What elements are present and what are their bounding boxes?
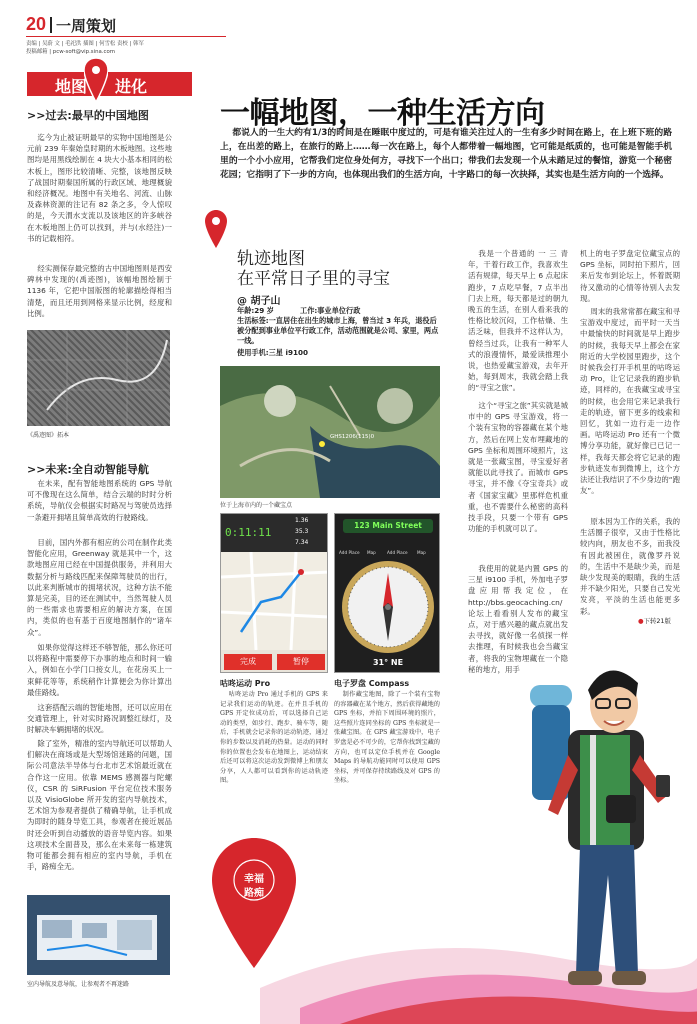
author-name: @ 胡子山 xyxy=(237,296,281,307)
story-col1-paragraph-1: 我是一个普通的 一 三 青年，干着行政工作，我喜欢生活有规律，每天早上 6 点起床跑步，7 点吃早餐，7 点半出门去上班，每天都是过的朝九晚五的生活，在别人看来我的性格比较沉闷，工作枯燥、生活乏味，但我并不这样认为，曾经当过兵，让我有一种军人式的浪漫情怀，最爱读推理小说，也热爱藏宝游戏，去年开始，每到周末，我就会踏上我的“寻宝之旅”。 xyxy=(468,249,568,393)
story-col2-paragraph-1: 机上的电子罗盘定位藏宝点的 GPS 坐标，同时拍下照片，回来后发布到论坛上，怀着既期待又激动的心情等待别人去发现。 xyxy=(580,249,680,303)
header-contact: 投稿邮箱 | pcw-soft@vip.sina.com xyxy=(26,49,116,55)
header-rule xyxy=(26,36,226,37)
story-col2-paragraph-2: 周末的我常常都在藏宝和寻宝游戏中度过，而平时一天当中最愉快的时间就是早上跑步的时候，我每天早上都会在家附近的大学校园里跑步，这个时候我会打开手机里的咕咚运动 Pro，让它记录我的跑步轨迹，同样的，在我藏宝或寻宝的时候，也会用它来记录我行走的轨迹，留下更多的线索和回忆，犹如一边行走一边作画。咕咚运动 Pro 还有一个微博分享功能，就好像已已记一样，我每天都会将它记录的跑步轨迹发布到微博上，这个方法还让我结识了不少身边的“跑友”。 xyxy=(580,307,680,496)
continue-arrow-icon: ● xyxy=(638,617,644,625)
compass-tab-1[interactable]: Add Place xyxy=(339,550,360,555)
map-caption: 位于上海市内的一个藏宝点 xyxy=(220,502,293,509)
future-paragraph-2: 目前，国内外都有相应的公司在制作此类智能化应用，Greenway 就是其中一个，这款地图应用已经在中国提供服务，并利用大数据分析与路线匹配来保障驾驶员的出行，以此来判断城市的拥堵状况，这种方法不能算是完美，目的还在测试中，当然驾驶人员的一些需求也需要相应的解决方案，在国内，类似的也有基于百度地图制作的“诸车众”。 xyxy=(27,538,172,637)
yuji-map-caption: 《禹迹图》拓本 xyxy=(27,432,70,439)
future-heading-text: 全自动智能导航 xyxy=(71,463,149,476)
page-number: 20 xyxy=(26,14,47,34)
codoon-stat-2: 35.3 xyxy=(295,528,309,535)
story-col2-paragraph-3: 原本因为工作的关系，我的生活圈子很窄，又由于性格比较内向，朋友也不多，而我没有因此被困住，就像罗丹说的，生活中不是缺少美，而是缺少发现美的眼睛，我的生活并不缺少阳光，只要自己发光发亮，平淡的生活也能更多彩。 xyxy=(580,517,680,616)
future-paragraph-5: 除了室外，精准的室内导航还可以帮助人们解决在商场或是大型场馆迷路的问题，国际公司意法半导体与台北市艺术馆最近就在合作这一应用。依靠 MEMS 感测器与陀螺仪，CSR 的 SiRFusion 平台定位技术服务以及 VisioGlobe 所开发的室内导航技术，艺术馆为参观者提供了精确导航，让手机成为即时的随身导览工具，参观者在接近展品时还会听到自动播放的语音导览内容。如果这项技术全面普及，那么在未来每一栋建筑物可能都会拥有相应的室内导航，手机在手，路痴全无。 xyxy=(27,739,172,872)
track-title-1: 轨迹地图 xyxy=(237,249,305,269)
header-credits: 责编 | 吴蔚 文 | 毛祀洪 插图 | 何雪松 责校 | 韩军 xyxy=(26,41,144,47)
codoon-app-screenshot xyxy=(220,513,328,673)
traveller-illustration xyxy=(528,635,688,1020)
satellite-map xyxy=(220,366,440,498)
badge-text-2: 路痴 xyxy=(244,888,264,899)
banner-text-1: 地图 xyxy=(55,77,88,96)
future-paragraph-4: 这套搭配云端的智能地图，还可以应用在交通管理上，针对实时路况调整红绿灯，及时解决车辆拥堵的状况。 xyxy=(27,703,172,735)
past-paragraph-2: 经实测保存最完整的古中国地图则是西安碑林中发现的(禹迹图)，该幅地图绘制于 1136 年，它把中国版图的轮廓描绘得相当清楚，而且还用到网格来显示比例，经度和比例。 xyxy=(27,264,172,318)
page-header xyxy=(26,14,226,58)
future-paragraph-1: 在未来，配有智能地图系统的 GPS 导航可不像现在这么简单，结合云端的时时分析系统，导航仪会根据实时路况与驾驶员选择一条避开拥堵且简单高效的行驶路线。 xyxy=(27,479,172,522)
app2-title: 电子罗盘 Compass xyxy=(334,679,410,688)
codoon-time: 0:11:11 xyxy=(225,526,272,539)
map-evolution-banner xyxy=(27,72,192,96)
feature-intro: 都说人的一生大约有1/3的时间是在睡眠中度过的，可是有谁关注过人的一生有多少时间在路上，在上班下班的路上，在出差的路上，在旅行的路上……每一次在路上，每个人都带着一幅地图，它可能是纸质的，也可能是智能手机里的一个小小应用，它帮我们定位身处何方，寻找下一个出口；带我们去发现一个从未踏足过的餐馆，游览一个秘密花园；它指明了下一步的方向，也体现出我们的生活方向，十字路口的每一次抉择，其实也是生活方向的一个选择。 xyxy=(220,128,672,180)
future-heading xyxy=(27,461,195,477)
past-heading-text: 最早的中国地图 xyxy=(71,109,149,122)
future-paragraph-3: 如果你觉得这样还不够智能，那么你还可以将路程中需要停下办事的地点和时间一输入，例如在小学门口接女儿，在花房买上一束鲜花等等，系统稍作计算便会为你计算出最佳路线。 xyxy=(27,643,172,697)
story-col1-paragraph-3: 我使用的就是内置 GPS 的三星 i9100 手机，外加电子罗盘应用帮我定位，在 http://bbs.geocaching.cn/ 论坛上看看别人发布的藏宝点，对于感兴趣的藏点就出发去寻找，就好像一名侦探一样去推理，有时候我也会当藏宝者，将我的宝物埋藏在一个隐秘的地方，用手 xyxy=(468,564,568,674)
compass-bearing: 31° NE xyxy=(372,658,404,667)
compass-dial-icon xyxy=(340,559,436,655)
past-paragraph-1: 迄今为止被证明最早的实物中国地图是公元前 239 年秦始皇时期的木板地图。这些地图均是用黑线绘制在 4 块大小基本相同的松木板上，图形比较清晰、完整，该地图反映了战国时期秦国所属的行政区域、地理概貌和经济概况。地图中有关地名、河流、山脉及森林资源的注记有 82 条之多，令人惊叹的是，今天渭水支流以及该地区的许多峡谷在木板地图上仍可以找到，并与(水经注)一书的记载相符。 xyxy=(27,133,172,243)
compass-tab-2[interactable]: Map xyxy=(367,550,376,555)
codoon-done-button[interactable]: 完成 xyxy=(224,654,272,670)
badge-text-1: 幸福 xyxy=(244,874,264,885)
map-pin-icon xyxy=(84,58,108,102)
compass-app-screenshot xyxy=(334,513,440,673)
app1-title: 咕咚运动 Pro xyxy=(220,679,271,688)
track-title-2: 在平常日子里的寻宝 xyxy=(237,269,390,289)
compass-street-bar: 123 Main Street xyxy=(343,519,433,533)
story-col1-paragraph-2: 这个“寻宝之旅”其实就是城市中的 GPS 寻宝游戏，将一个装有宝物的容器藏在某个地方，然后在网上发布埋藏地的 GPS 坐标和周围环境照片，这就是一张藏宝图，寻宝爱好者就能以此寻找了。而城市 GPS 寻宝，并不像《夺宝奇兵》或者《国家宝藏》里那样危机重重，也不需要什么秘密的高科技手段，只要一个带有 GPS 功能的手机就可以了。 xyxy=(468,401,568,534)
author-phone: 使用手机:三星 i9100 xyxy=(237,348,308,357)
future-heading-prefix: >>未来: xyxy=(27,463,72,476)
compass-tab-4[interactable]: Map xyxy=(417,550,426,555)
past-heading xyxy=(27,107,195,123)
header-divider xyxy=(50,17,52,33)
codoon-map xyxy=(221,552,328,650)
continue-note-text: 下转21版 xyxy=(643,617,671,625)
author-life: 生活标签:一直居住在出生的城市上海，曾当过 3 年兵，退役后被分配到事业单位平行政工作，活动范围就是公司、家里，两点一线。 xyxy=(237,316,439,345)
indoor-nav-caption: 室内导航及意导航，让参观者不再迷路 xyxy=(27,981,130,988)
banner-text-2: 进化 xyxy=(115,77,148,96)
author-age: 年龄:29 岁 xyxy=(237,306,274,315)
codoon-pause-button[interactable]: 暂停 xyxy=(277,654,325,670)
app1-description: 咕咚运动 Pro 通过手机的 GPS 来记录我们运动的轨迹。在并且手机的 GPS 开定位成功后，可以选择自己运动的类型，如步行、跑步、骑车等，随后，手机就会记录你的运动轨迹，通过你的步数以及消耗的热量。运动的同时你的位置也会发布在地图上，运动结束后还可以将这次运动发到微博上和朋友分享，人人都可以看到你的运动轨迹图。 xyxy=(220,691,328,785)
app2-description: 制作藏宝地图，除了一个装有宝物的容器藏在某个地方，然后获得藏地的 GPS 坐标，并拍下周围环境的照片，这些照片连同坐标的 GPS 坐标就是一张藏宝图。在 GPS 藏宝游戏中，电子罗盘是必不可少的，它帮你找到宝藏的方向，也可以定位手机并在 Google Maps 的导航功能同时可以使用 GPS 坐标，并可保存持续路线及对 GPS 的坐标。 xyxy=(334,691,440,785)
section-title: 一周策划 xyxy=(56,17,117,35)
map-marker-label: GHS1206(115)0 xyxy=(330,434,375,440)
author-job: 工作:事业单位行政 xyxy=(300,306,361,315)
feature-title: 一幅地图，一种生活方向 xyxy=(220,96,545,131)
codoon-status-bar xyxy=(221,514,328,552)
continue-note xyxy=(638,616,671,625)
location-pin-icon xyxy=(205,210,227,248)
yuji-map-image xyxy=(27,330,170,426)
past-heading-prefix: >>过去: xyxy=(27,109,72,122)
codoon-stat-1: 1.36 xyxy=(295,517,309,524)
compass-tab-3[interactable]: Add Place xyxy=(387,550,408,555)
codoon-stat-3: 7.34 xyxy=(295,539,309,546)
